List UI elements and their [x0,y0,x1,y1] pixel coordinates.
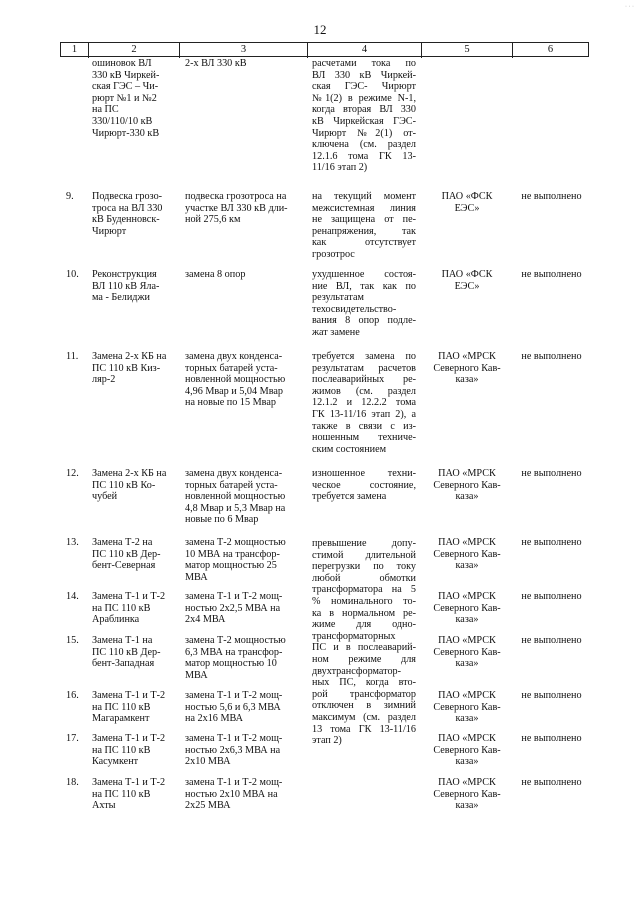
cell-line: трансформаторных [312,630,396,642]
header-col-3: 3 [240,44,247,55]
cell-line: Замена 2-х КБ на [92,468,167,479]
cell-line: максимум (см. раздел [312,711,416,723]
cell-line: подвеска грозотроса на [185,191,287,202]
cell-line: ностью 2х6,3 МВА на [185,744,281,756]
cell-line: 330 кВ Чиркей- [92,69,160,81]
cell-line: ПС 110 кВ Киз- [92,362,161,374]
cell-line: замена Т-1 и Т-2 мощ- [185,733,283,744]
row-11.-c6 [514,351,589,363]
cell-line: когда вторая ВЛ 330 [312,104,416,116]
row-14.-c3 [185,591,300,626]
cell-line: расчетами тока по [312,58,416,69]
cell-line: также в связи с из- [312,420,416,432]
cell-line: не выполнено [521,733,582,744]
cell-line: не выполнено [521,191,582,202]
cell-line: 330/110/10 кВ [92,115,153,127]
cell-line: каза» [455,800,479,812]
cell-line: ПАО «МРСК [438,635,496,646]
row-number: 16. [66,690,79,701]
page-number: 12 [313,22,327,37]
cell-line: бент-Западная [92,658,155,670]
cell-line: каза» [455,756,479,768]
cell-line: результатам расчетов [312,362,416,374]
cell-line: Магарамкент [92,713,150,725]
cell-line: каза» [455,658,479,670]
row-12.-c5 [422,468,512,503]
cell-line: Северного Кав- [433,701,501,713]
cell-line: этап 2) [312,735,342,747]
cell-line: матор мощностью 10 [185,658,277,670]
row-11.-c5 [422,351,512,386]
cell-line: Замена Т-1 и Т-2 [92,690,166,701]
cell-line: грозотрос [312,248,355,260]
row-10.-c6 [514,269,589,281]
cell-line: 11/16 этап 2) [312,162,368,174]
cell-line: Реконструкция [92,269,157,280]
cell-line: МВА [185,571,208,583]
cell-line: ных ПС, когда вто- [312,677,416,689]
cell-line: ческое состояние, [312,479,416,491]
cell-line: ВЛ 110 кВ Яла- [92,280,160,292]
row-11.-c3 [185,351,300,409]
cell-line: ной 275,6 км [185,214,241,226]
cell-line: ПАО «МРСК [438,733,496,744]
cell-line: 4,96 Мвар и 5,04 Мвар [185,385,283,397]
cell-line: кВ Буденновск- [92,214,160,226]
cell-line: ПАО «ФСК [441,191,493,202]
cell-line: Замена Т-1 и Т-2 [92,733,166,744]
cell-line: Ахты [92,800,116,812]
row-13.-c2 [92,537,176,572]
row-9.-c4 [312,191,416,261]
table-header-row [60,42,589,57]
cell-line: межсистемная линия [312,202,416,214]
cell-line: требуется замена по [312,351,416,362]
cell-line: ГК 13-11/16 этап 2), а [312,408,416,420]
cell-line: Северного Кав- [433,602,501,614]
cell-line: Северного Кав- [433,744,501,756]
cell-line: каза» [455,713,479,725]
cell-line: Северного Кав- [433,788,501,800]
cell-line: не выполнено [521,591,582,602]
cell-line: торных батарей уста- [185,362,278,374]
cell-line: кВ Чиркейская ГЭС- [312,115,416,127]
row-15.-c5 [422,635,512,670]
cell-line: ухудшенное состоя- [312,269,416,280]
cell-line: стимой длительной [312,549,416,561]
cell-line: вания 8 опор подле- [312,315,416,327]
cell-line: результатам [312,292,364,304]
row-16.-c5 [422,690,512,725]
cell-line: превышение допу- [312,538,416,549]
cell-line: ПАО «МРСК [438,777,496,788]
cell-line: перегрузки по току [312,561,416,573]
header-col-5: 5 [464,44,470,55]
row-number: 14. [66,591,79,602]
cell-line: троса на ВЛ 330 [92,202,163,214]
cell-line: 12.1.2 и 12.2.2 тома [312,397,416,409]
cell-line: 4,8 Мвар и 5,3 Мвар на [185,502,286,514]
cell-line: ПАО «МРСК [438,690,496,701]
cell-line: рюрт №1 и №2 [92,92,157,104]
cell-line: Замена Т-1 и Т-2 [92,591,166,602]
cell-line: на ПС 110 кВ [92,701,151,713]
cell-line: ПАО «МРСК [438,591,496,602]
corner-mark: · · · [625,4,634,10]
cell-line: замена Т-2 мощностью [185,537,286,548]
cell-line: МВА [185,669,208,681]
cell-line: жат замене [312,326,360,338]
cell-line: Чирюрт №2(1) от- [312,127,416,139]
cell-line: Чирюрт [92,225,127,237]
cell-line: на ПС 110 кВ [92,788,151,800]
cell-line: новленной мощностью [185,374,286,386]
row-number: 18. [66,777,79,788]
row-12.-c2 [92,468,176,503]
cell-line: ЕЭС» [454,280,480,292]
header-col-6: 6 [547,44,554,55]
cell-line: Замена 2-х КБ на [92,351,167,362]
row-14.-c2 [92,591,176,626]
cell-line: Северного Кав- [433,548,501,560]
row-17.-c6 [514,733,589,745]
cell-line: не выполнено [521,468,582,479]
row-10.-c3 [185,269,300,281]
cell-line: 12.1.6 тома ГК 13- [312,150,416,162]
cell-line: каза» [455,491,479,503]
cell-line: Северного Кав- [433,362,501,374]
cell-line: ностью 2х10 МВА на [185,788,278,800]
row-9.-c3 [185,191,300,226]
cell-line: каза» [455,560,479,572]
cell-line: ПС 110 кВ Ко- [92,479,156,491]
cell-line: ном режиме для [312,653,416,665]
row-cont-c4 [312,58,416,174]
cell-line: каза» [455,374,479,386]
cell-line: не выполнено [521,351,582,362]
cell-line: послеаварийных ре- [312,374,416,386]
row-18.-c3 [185,777,300,812]
row-number: 9. [66,191,74,202]
row-10.-c5 [422,269,512,292]
cell-line: 2х10 МВА [185,756,231,768]
cell-line: изношенное техни- [312,468,416,479]
row-16.-c2 [92,690,176,725]
row-11.-c2 [92,351,176,386]
cell-line: не выполнено [521,635,582,646]
cell-line: бент-Северная [92,560,156,572]
row-cont-c3 [185,58,300,70]
row-17.-c3 [185,733,300,768]
cell-line: на ПС 110 кВ [92,744,151,756]
cell-line: ская ГЭС- Чирюрт [312,81,416,93]
row-15.-c6 [514,635,589,647]
cell-line: ВЛ 330 кВ Чиркей- [312,69,416,81]
row-number: 17. [66,733,79,744]
cell-line: Араблинка [92,614,140,626]
cell-line: ние ВЛ, так как по [312,280,416,292]
row-13.-c5 [422,537,512,572]
cell-line: 2-х ВЛ 330 кВ [185,58,247,69]
cell-line: чубей [92,491,118,503]
header-col-1: 1 [71,44,78,55]
cell-line: % номинального то- [312,595,416,607]
cell-line: ностью 2х2,5 МВА на [185,602,281,614]
cell-line: любой обмотки [312,572,416,584]
row-number: 10. [66,269,79,280]
cell-line: Чирюрт-330 кВ [92,127,160,139]
cell-line: жимов (см. раздел [312,385,416,397]
row-16.-c3 [185,690,300,725]
row-15.-c2 [92,635,176,670]
row-11.-c4 [312,351,416,455]
row-9.-c2 [92,191,176,237]
cell-line: каза» [455,614,479,626]
cell-line: Касумкент [92,756,139,768]
cell-line: ПС 110 кВ Дер- [92,548,161,560]
cell-line: 6,3 МВА на трансфор- [185,646,283,658]
cell-line: на текущий момент [312,191,416,202]
cell-line: ским состоянием [312,443,387,455]
row-12.-c4 [312,468,416,503]
cell-line: ка в нормальном ре- [312,607,416,619]
cell-line: ношенным техниче- [312,432,416,444]
cell-line: не выполнено [521,777,582,788]
cell-line: ская ГЭС – Чи- [92,81,159,93]
cell-line: Подвеска грозо- [92,191,163,202]
cell-line: ПАО «ФСК [441,269,493,280]
row-18.-c2 [92,777,176,812]
cell-line: №1(2) в режиме N-1, [312,92,416,104]
cell-line: ЕЭС» [454,202,480,214]
cell-line: ренапряжения, так [312,225,416,237]
cell-line: замена Т-2 мощностью [185,635,286,646]
cell-line: ПС и в послеаварий- [312,642,416,654]
cell-line: ПАО «МРСК [438,468,496,479]
cell-line: 2х4 МВА [185,614,226,626]
cell-line: участке ВЛ 330 кВ дли- [185,202,288,214]
row-13.-c6 [514,537,589,549]
cell-line: трансформатора на 5 [312,584,416,596]
cell-line: ПАО «МРСК [438,351,496,362]
row-number: 11. [66,351,79,362]
cell-line: ПАО «МРСК [438,537,496,548]
cell-line: замена двух конденса- [185,468,283,479]
row-13.-c4 [312,538,416,747]
cell-line: Замена Т-1 на [92,635,153,646]
cell-line: требуется замена [312,491,387,503]
cell-line: замена 8 опор [185,269,246,280]
cell-line: 13 тома ГК 13-11/16 [312,723,416,735]
row-10.-c2 [92,269,176,304]
cell-line: замена Т-1 и Т-2 мощ- [185,777,283,788]
row-18.-c6 [514,777,589,789]
cell-line: Северного Кав- [433,646,501,658]
cell-line: Замена Т-2 на [92,537,153,548]
row-12.-c3 [185,468,300,526]
cell-line: Северного Кав- [433,479,501,491]
cell-line: не выполнено [521,690,582,701]
row-14.-c6 [514,591,589,603]
cell-line: замена Т-1 и Т-2 мощ- [185,690,283,701]
row-12.-c6 [514,468,589,480]
row-9.-c5 [422,191,512,214]
cell-line: новленной мощностью [185,491,286,503]
row-10.-c4 [312,269,416,339]
row-15.-c3 [185,635,300,681]
header-col-2: 2 [131,44,137,55]
row-18.-c5 [422,777,512,812]
cell-line: техосвидетельство- [312,303,397,315]
cell-line: отключен в зимний [312,700,416,712]
cell-line: замена двух конденса- [185,351,283,362]
cell-line: на новые по 15 Мвар [185,397,276,409]
cell-line: ностью 5,6 и 6,3 МВА [185,701,281,713]
cell-line: как отсутствует [312,237,416,249]
cell-line: торных батарей уста- [185,479,278,491]
cell-line: ляр-2 [92,374,116,386]
cell-line: ключена (см. раздел [312,139,416,151]
cell-line: ошиновок ВЛ [92,58,152,69]
cell-line: ма - Белиджи [92,292,150,304]
row-number: 12. [66,468,79,479]
cell-line: на 2х16 МВА [185,713,244,725]
row-number: 13. [66,537,79,548]
row-17.-c5 [422,733,512,768]
cell-line: 2х25 МВА [185,800,231,812]
cell-line: жиме для одно- [312,619,416,631]
cell-line: не выполнено [521,537,582,548]
cell-line: не защищена от пе- [312,214,416,226]
row-number: 15. [66,635,79,646]
row-16.-c6 [514,690,589,702]
cell-line: на ПС 110 кВ [92,602,151,614]
cell-line: ПС 110 кВ Дер- [92,646,161,658]
cell-line: рой трансформатор [312,688,416,700]
cell-line: 10 МВА на трансфор- [185,548,280,560]
row-13.-c3 [185,537,300,583]
row-17.-c2 [92,733,176,768]
cell-line: замена Т-1 и Т-2 мощ- [185,591,283,602]
cell-line: Замена Т-1 и Т-2 [92,777,166,788]
cell-line: на ПС [92,104,119,116]
row-14.-c5 [422,591,512,626]
row-cont-c2 [92,58,176,139]
cell-line: новые по 6 Мвар [185,514,259,526]
cell-line: матор мощностью 25 [185,560,277,572]
row-9.-c6 [514,191,589,203]
header-col-4: 4 [361,44,368,55]
cell-line: не выполнено [521,269,582,280]
cell-line: двухтрансформатор- [312,665,402,677]
